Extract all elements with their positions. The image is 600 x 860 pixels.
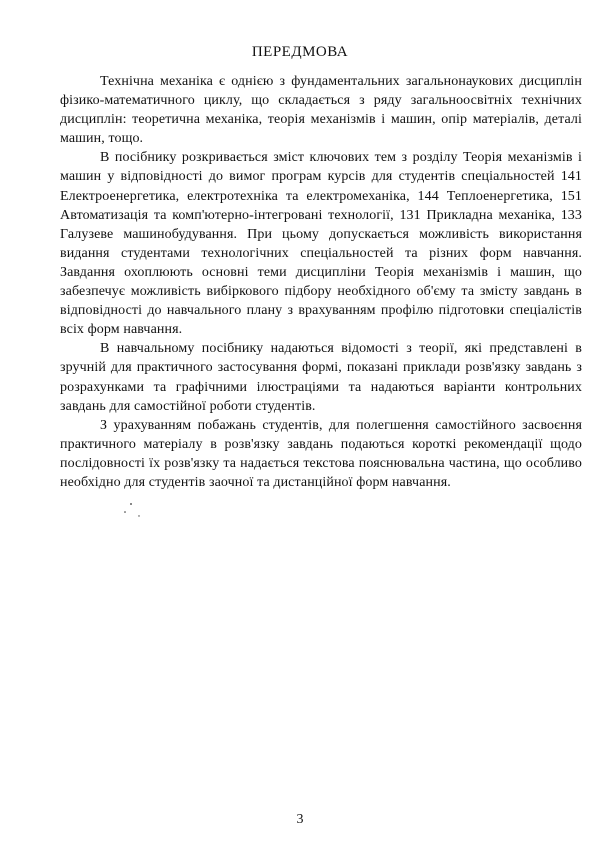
- paragraph-1: Технічна механіка є однією з фундаментальних загальнонаукових дисциплін фізико-математичного циклу, що складається з ряду загальноосвітніх технічних дисциплін: теоретична механіка, теорія механізмів і машин, опір матеріалів, деталі машин, тощо.: [60, 74, 582, 147]
- page-number: 3: [296, 812, 304, 827]
- paragraph-3: В навчальному посібнику надаються відомості з теорії, які представлені в зручній для практичного застосування формі, показані приклади розв'язку завдань з розрахунками та графічними ілюстраціями та надаються варіанти контрольних завдань для самостійної роботи студентів.: [60, 341, 582, 414]
- paragraph-2: В посібнику розкривається зміст ключових тем з розділу Теорія механізмів і машин у відповідності до вимог програм курсів для студентів спеціальностей 141 Електроенергетика, електротехніка та електромеханіка, 144 Теплоенергетика, 151 Автоматизація та комп'ютерно-інтегровані технології, 131 Прикладна механіка, 133 Галузеве машинобудування. При цьому допускається можливість використання видання студентами технологічних спеціальностей та різних форм навчання. Завдання охоплюють основні теми дисципліни Теорія механізмів і машин, що забезпечує можливість вибіркового підбору необхідного об'єму та змісту завдань в відповідності до навчального плану з врахуванням профілю підготовки спеціалістів всіх форм навчання.: [60, 150, 582, 338]
- speck-2: [124, 511, 126, 513]
- speck-3: [138, 515, 139, 516]
- preface-body: [60, 72, 582, 492]
- paragraph-4: З урахуванням побажань студентів, для полегшення самостійного засвоєння практичного матеріалу в розв'язку завдань подаються короткі рекомендації щодо послідовності їх розв'язку та надається текстова пояснювальна частина, що особливо необхідно для студентів заочної та дистанційної форм навчання.: [60, 417, 582, 490]
- speck-1: [130, 503, 132, 505]
- page-title: ПЕРЕДМОВА: [251, 44, 349, 60]
- scan-specks: [121, 500, 145, 524]
